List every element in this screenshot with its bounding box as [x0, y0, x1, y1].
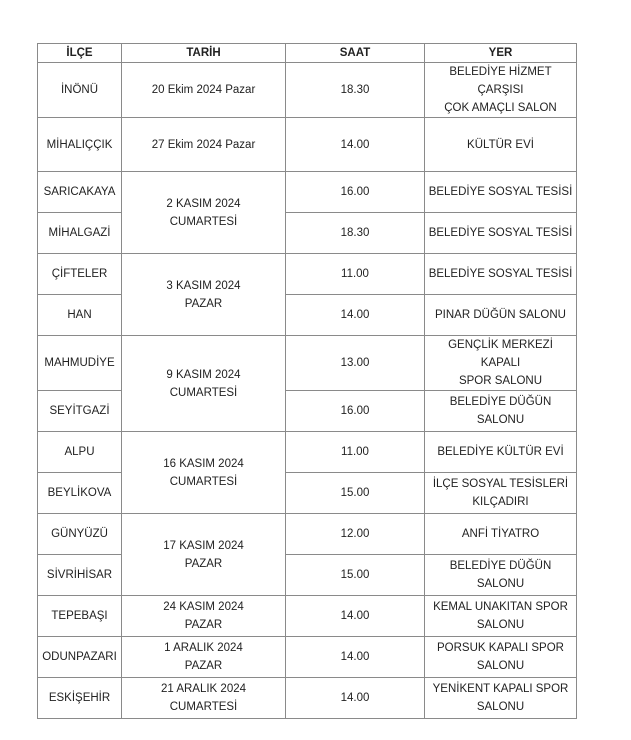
cell-saat: 11.00: [286, 432, 425, 473]
cell-saat: 18.30: [286, 63, 425, 118]
cell-ilce: BEYLİKOVA: [38, 473, 122, 514]
table-row: [38, 514, 577, 555]
table-row: [38, 295, 577, 336]
cell-ilce: MAHMUDİYE: [38, 336, 122, 391]
table-row: [38, 432, 577, 473]
header-saat: SAAT: [286, 44, 425, 63]
cell-yer: KÜLTÜR EVİ: [425, 118, 577, 172]
cell-saat: 14.00: [286, 678, 425, 719]
cell-saat: 18.30: [286, 213, 425, 254]
header-row: [38, 44, 577, 63]
cell-saat: 13.00: [286, 336, 425, 391]
cell-saat: 14.00: [286, 295, 425, 336]
cell-tarih: 3 KASIM 2024 PAZAR: [122, 254, 286, 336]
cell-ilce: ÇİFTELER: [38, 254, 122, 295]
cell-yer: BELEDİYE DÜĞÜN SALONU: [425, 391, 577, 432]
table-row: [38, 596, 577, 637]
cell-ilce: TEPEBAŞI: [38, 596, 122, 637]
cell-yer: BELEDİYE SOSYAL TESİSİ: [425, 254, 577, 295]
cell-ilce: GÜNYÜZÜ: [38, 514, 122, 555]
cell-saat: 15.00: [286, 555, 425, 596]
cell-tarih: 24 KASIM 2024 PAZAR: [122, 596, 286, 637]
cell-tarih: 9 KASIM 2024 CUMARTESİ: [122, 336, 286, 432]
cell-ilce: ALPU: [38, 432, 122, 473]
cell-saat: 14.00: [286, 118, 425, 172]
cell-tarih: 21 ARALIK 2024 CUMARTESİ: [122, 678, 286, 719]
cell-saat: 11.00: [286, 254, 425, 295]
cell-yer: YENİKENT KAPALI SPOR SALONU: [425, 678, 577, 719]
cell-ilce: ESKİŞEHİR: [38, 678, 122, 719]
cell-tarih: 16 KASIM 2024 CUMARTESİ: [122, 432, 286, 514]
cell-yer: BELEDİYE SOSYAL TESİSİ: [425, 213, 577, 254]
cell-ilce: MİHALGAZİ: [38, 213, 122, 254]
cell-ilce: SEYİTGAZİ: [38, 391, 122, 432]
cell-ilce: İNÖNÜ: [38, 63, 122, 118]
cell-saat: 15.00: [286, 473, 425, 514]
schedule-table: [37, 43, 577, 719]
table-row: [38, 213, 577, 254]
cell-yer: BELEDİYE KÜLTÜR EVİ: [425, 432, 577, 473]
cell-tarih: 1 ARALIK 2024 PAZAR: [122, 637, 286, 678]
cell-ilce: MİHALIÇÇIK: [38, 118, 122, 172]
cell-saat: 16.00: [286, 391, 425, 432]
header-yer: YER: [425, 44, 577, 63]
table-row: [38, 172, 577, 213]
cell-tarih: 20 Ekim 2024 Pazar: [122, 63, 286, 118]
cell-tarih: 2 KASIM 2024 CUMARTESİ: [122, 172, 286, 254]
cell-yer: İLÇE SOSYAL TESİSLERİ KILÇADIRI: [425, 473, 577, 514]
cell-yer: ANFİ TİYATRO: [425, 514, 577, 555]
cell-yer: KEMAL UNAKITAN SPOR SALONU: [425, 596, 577, 637]
cell-saat: 16.00: [286, 172, 425, 213]
cell-yer: BELEDİYE DÜĞÜN SALONU: [425, 555, 577, 596]
cell-ilce: SARICAKAYA: [38, 172, 122, 213]
table-row: [38, 118, 577, 172]
table-row: [38, 391, 577, 432]
cell-yer: BELEDİYE SOSYAL TESİSİ: [425, 172, 577, 213]
table-row: [38, 254, 577, 295]
cell-yer: BELEDİYE HİZMET ÇARŞISI ÇOK AMAÇLI SALON: [425, 63, 577, 118]
header-tarih: TARİH: [122, 44, 286, 63]
cell-saat: 14.00: [286, 596, 425, 637]
table-row: [38, 336, 577, 391]
table-row: [38, 473, 577, 514]
cell-tarih: 17 KASIM 2024 PAZAR: [122, 514, 286, 596]
table-row: [38, 63, 577, 118]
cell-ilce: SİVRİHİSAR: [38, 555, 122, 596]
table-row: [38, 555, 577, 596]
cell-ilce: HAN: [38, 295, 122, 336]
cell-yer: GENÇLİK MERKEZİ KAPALI SPOR SALONU: [425, 336, 577, 391]
table-row: [38, 678, 577, 719]
header-ilce: İLÇE: [38, 44, 122, 63]
cell-yer: PORSUK KAPALI SPOR SALONU: [425, 637, 577, 678]
cell-saat: 12.00: [286, 514, 425, 555]
table-row: [38, 637, 577, 678]
cell-yer: PINAR DÜĞÜN SALONU: [425, 295, 577, 336]
cell-ilce: ODUNPAZARI: [38, 637, 122, 678]
cell-saat: 14.00: [286, 637, 425, 678]
cell-tarih: 27 Ekim 2024 Pazar: [122, 118, 286, 172]
